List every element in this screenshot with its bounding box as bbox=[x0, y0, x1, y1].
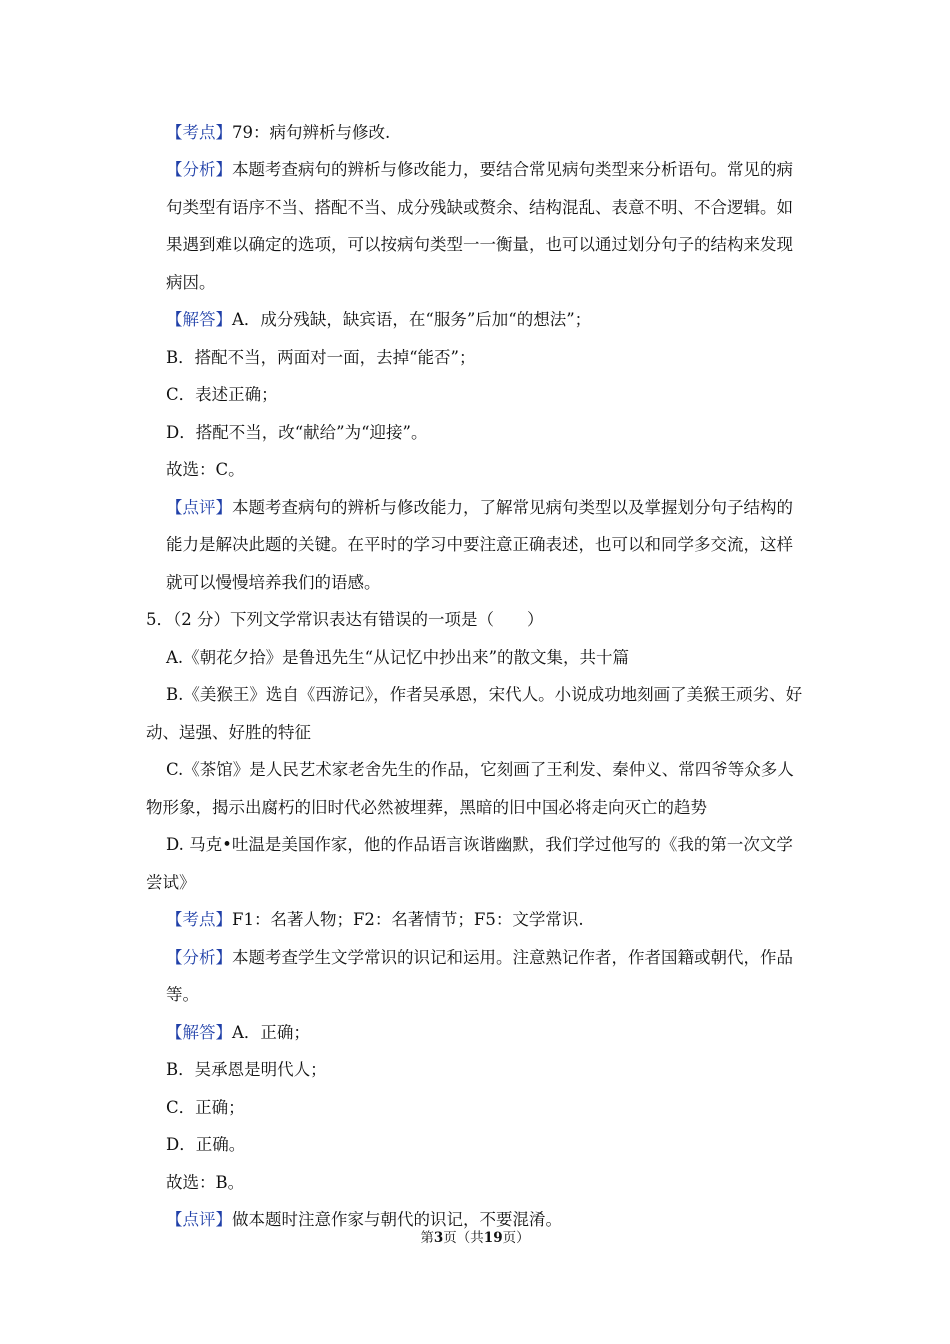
page-number: 3 bbox=[433, 1230, 444, 1246]
q4-jieda-line: C．表述正确； bbox=[166, 385, 278, 404]
q5-jieda-line: B．吴承恩是明代人； bbox=[166, 1060, 327, 1079]
q4-dianping: 【点评】本题考查病句的辨析与修改能力，了解常见病句类型以及掌握划分句子结构的 bbox=[166, 498, 793, 517]
q5-option-b-cont: 动、逞强、好胜的特征 bbox=[146, 723, 311, 742]
q4-fenxi-line: 句类型有语序不当、搭配不当、成分残缺或赘余、结构混乱、表意不明、不合逻辑。如 bbox=[166, 198, 793, 217]
total-pages: 19 bbox=[483, 1230, 503, 1246]
q5-stem: 5．（2 分）下列文学常识表达有错误的一项是（ ） bbox=[146, 610, 544, 629]
q4-dianping-line: 就可以慢慢培养我们的语感。 bbox=[166, 573, 381, 592]
q4-fenxi-line: 果遇到难以确定的选项，可以按病句类型一一衡量，也可以通过划分句子的结构来发现 bbox=[166, 235, 793, 254]
q5-fenxi-line: 等。 bbox=[166, 985, 199, 1004]
q5-option-c: C.《茶馆》是人民艺术家老舍先生的作品，它刻画了王利发、秦仲义、常四爷等众多人 bbox=[166, 760, 794, 779]
q5-option-a: A.《朝花夕拾》是鲁迅先生“从记忆中抄出来”的散文集，共十篇 bbox=[166, 648, 630, 667]
q5-kaodian: 【考点】F1：名著人物；F2：名著情节；F5：文学常识. bbox=[166, 910, 584, 929]
q4-kaodian: 【考点】79：病句辨析与修改. bbox=[166, 123, 391, 142]
q4-jieda-line: B．搭配不当，两面对一面，去掉“能否”； bbox=[166, 348, 476, 367]
q5-option-c-cont: 物形象，揭示出腐朽的旧时代必然被埋葬，黑暗的旧中国必将走向灭亡的趋势 bbox=[146, 798, 707, 817]
q5-jieda-line: C．正确； bbox=[166, 1098, 245, 1117]
q4-fenxi: 【分析】本题考查病句的辨析与修改能力，要结合常见病句类型来分析语句。常见的病 bbox=[166, 160, 793, 179]
q4-jieda-line: D．搭配不当，改“献给”为“迎接”。 bbox=[166, 423, 428, 442]
q5-answer: 故选：B。 bbox=[166, 1173, 245, 1192]
q5-option-d-cont: 尝试》 bbox=[146, 873, 196, 892]
q4-jieda: 【解答】A．成分残缺，缺宾语，在“服务”后加“的想法”； bbox=[166, 310, 592, 329]
page-footer: 第3页（共19页） bbox=[420, 1230, 530, 1246]
q4-fenxi-line: 病因。 bbox=[166, 273, 216, 292]
q5-option-b: B.《美猴王》选自《西游记》，作者吴承恩，宋代人。小说成功地刻画了美猴王顽劣、好 bbox=[166, 685, 803, 704]
q5-jieda-line: D．正确。 bbox=[166, 1135, 246, 1154]
q5-option-d: D. 马克•吐温是美国作家，他的作品语言诙谐幽默，我们学过他写的《我的第一次文学 bbox=[166, 835, 793, 854]
q5-fenxi: 【分析】本题考查学生文学常识的识记和运用。注意熟记作者，作者国籍或朝代，作品 bbox=[166, 948, 793, 967]
q4-dianping-line: 能力是解决此题的关键。在平时的学习中要注意正确表述，也可以和同学多交流，这样 bbox=[166, 535, 793, 554]
q5-jieda: 【解答】A．正确； bbox=[166, 1023, 310, 1042]
q5-dianping: 【点评】做本题时注意作家与朝代的识记，不要混淆。 bbox=[166, 1210, 562, 1229]
q4-answer: 故选：C。 bbox=[166, 460, 245, 479]
